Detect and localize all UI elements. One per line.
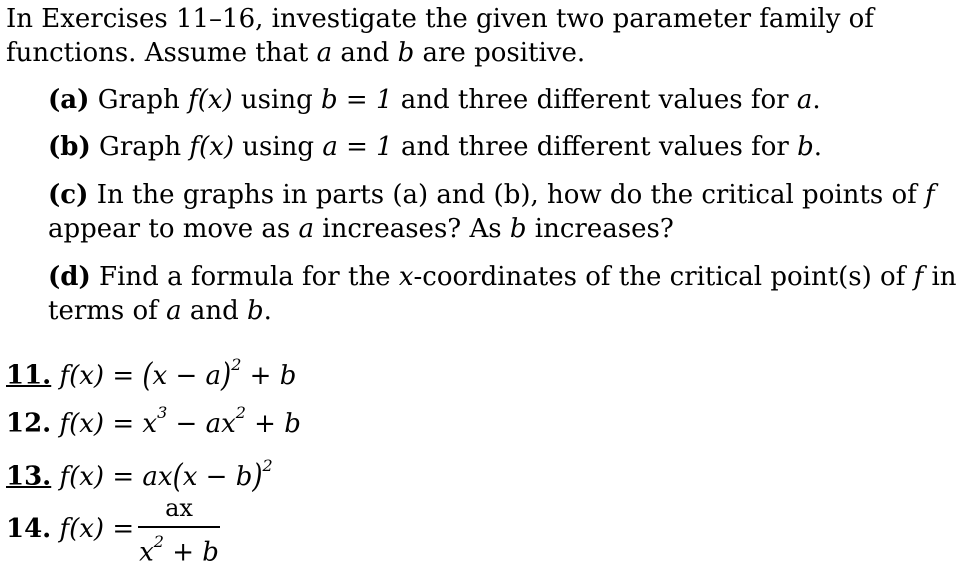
part-c-text-2: appear to move as (48, 214, 299, 244)
part-c-text-3: increases? As (314, 214, 510, 244)
part-a-using: using (232, 85, 321, 115)
exercise-14-numerator: ax (165, 494, 193, 522)
part-b-var: b (797, 132, 814, 162)
part-b (48, 132, 822, 162)
part-d-line-2 (48, 296, 272, 326)
exercise-11-formula: $f(x) = (x - a)^2 + b$ (59, 355, 297, 395)
part-d-label: (d) (48, 262, 91, 292)
part-b-rest: and three different values for (392, 132, 798, 162)
intro-text-3: are positive. (414, 38, 586, 68)
exercise-12-formula: $f(x) = x^3 - ax^2 + b$ (59, 403, 301, 439)
exercise-12 (6, 402, 301, 439)
part-a-fx: f(x) (188, 85, 233, 115)
var-a: a (316, 38, 333, 68)
part-d-and: and (181, 296, 248, 326)
exercise-13-formula: $f(x) = ax(x - b)^2$ (59, 456, 273, 496)
part-c-text-4: increases? (526, 214, 674, 244)
part-d-b: b (247, 296, 264, 326)
part-b-end: . (813, 132, 822, 162)
exercise-13[interactable] (6, 455, 273, 496)
part-a-end: . (812, 85, 821, 115)
part-c-label: (c) (48, 180, 89, 210)
part-c-a: a (298, 214, 315, 244)
fraction-bar (138, 526, 220, 528)
part-a-condition: b = 1 (320, 85, 393, 115)
part-d-a: a (166, 296, 182, 326)
exercise-14-denominator: $x^2 + b$ (139, 532, 219, 568)
part-d-text-2: -coordinates of the critical point(s) of (413, 262, 914, 292)
exercise-13-number[interactable]: 13. (6, 461, 52, 492)
exercise-14-number: 14. (6, 514, 52, 544)
part-b-fx: f(x) (189, 132, 234, 162)
intro-and: and (332, 38, 398, 68)
var-b: b (397, 38, 415, 68)
exercise-12-number: 12. (6, 408, 52, 439)
part-b-condition: a = 1 (322, 132, 393, 162)
part-a-text: Graph (89, 85, 189, 115)
part-c-b: b (509, 214, 527, 244)
exercise-11[interactable] (6, 354, 297, 395)
part-d-text-3: terms of (48, 296, 167, 326)
part-c-line-1 (48, 180, 935, 210)
part-b-label: (b) (48, 132, 91, 162)
part-a-label: (a) (48, 85, 90, 115)
exercise-14-fraction (138, 492, 220, 569)
part-a-rest: and three different values for (392, 85, 797, 115)
part-d-in: in (923, 262, 957, 292)
intro-line-1 (6, 4, 874, 34)
part-c-text-1: In the graphs in parts (a) and (b), how do the critical points of (88, 180, 926, 210)
part-d-x: x (398, 262, 414, 292)
exercise-14-lhs: f(x) = (59, 514, 135, 544)
intro-text-2: functions. Assume that (6, 38, 317, 68)
part-b-using: using (234, 132, 323, 162)
intro-text-1: In Exercises 11–16, investigate the given two parameter family of (6, 4, 874, 34)
intro-line-2 (6, 38, 585, 68)
part-d-text-1: Find a formula for the (90, 262, 399, 292)
part-d-f: f (913, 262, 924, 292)
part-d-end: . (263, 296, 272, 326)
part-d-line-1 (48, 262, 957, 292)
part-b-text: Graph (90, 132, 190, 162)
part-c-f: f (925, 180, 935, 210)
part-a (48, 85, 821, 115)
part-c-line-2 (48, 214, 674, 244)
part-a-var: a (796, 85, 813, 115)
exercise-11-number[interactable]: 11. (6, 360, 52, 391)
exercise-14 (6, 514, 134, 544)
